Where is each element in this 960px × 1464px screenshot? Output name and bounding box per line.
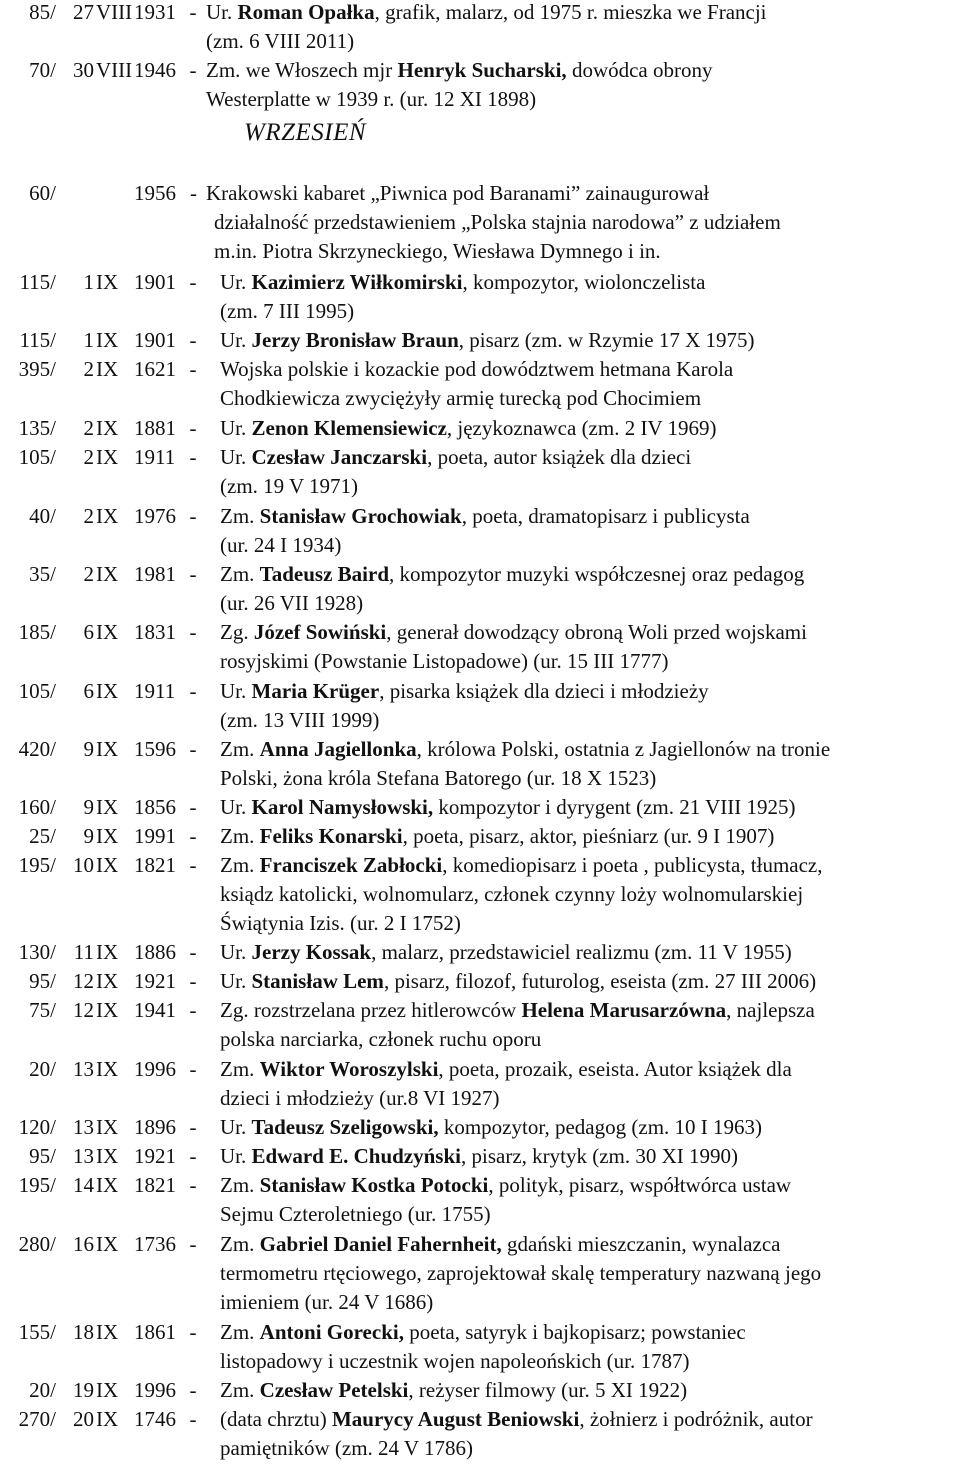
entry-text-line <box>220 562 804 586</box>
entry-text-line <box>220 270 705 294</box>
entry-text-line <box>220 766 656 790</box>
entry-month: IX <box>96 679 119 703</box>
entry-text-line <box>220 940 792 964</box>
entry-text: Zm. <box>220 1378 260 1402</box>
entry-text: , generał dowodzący obroną Woli przed wojskami <box>386 620 807 644</box>
entry-text: Ur. <box>220 1144 252 1168</box>
entry-month: IX <box>96 504 119 528</box>
entry-anniversary: 20/ <box>29 1378 56 1402</box>
entry-dash: - <box>189 998 197 1022</box>
entry-year: 1996 <box>134 1378 176 1402</box>
person-name: Edward E. Chudzyński <box>251 1144 461 1168</box>
entry-dash: - <box>189 1057 197 1081</box>
entry-anniversary: 75/ <box>29 998 56 1022</box>
entry-text-line <box>206 87 536 111</box>
entry-text: m.in. Piotra Skrzyneckiego, Wiesława Dymnego i in. <box>214 239 661 263</box>
entry-year: 1931 <box>134 0 176 24</box>
section-title: WRZESIEŃ <box>244 119 367 146</box>
entry-text-line <box>220 1349 690 1373</box>
entry-day: 27 <box>73 0 94 24</box>
person-name: Anna Jagiellonka <box>259 737 417 761</box>
entry-text: , polityk, pisarz, współtwórca ustaw <box>488 1173 792 1197</box>
entry-text: Świątynia Izis. (ur. 2 I 1752) <box>220 911 461 935</box>
entry-text: Ur. <box>220 328 252 352</box>
entry-text: listopadowy i uczestnik wojen napoleońskich (ur. 1787) <box>220 1349 690 1373</box>
entry-text-line <box>220 1057 792 1081</box>
entry-day: 2 <box>83 445 94 469</box>
entry-text: (zm. 7 III 1995) <box>220 299 355 323</box>
entry-month: VIII <box>96 58 133 82</box>
entry-text-line <box>214 210 781 234</box>
person-name: Wiktor Woroszylski <box>259 1057 439 1081</box>
entry-day: 19 <box>73 1378 94 1402</box>
person-name: Czesław Janczarski <box>251 445 428 469</box>
person-name: Henryk Sucharski, <box>397 58 567 82</box>
entry-anniversary: 395/ <box>18 357 56 381</box>
entry-year: 1991 <box>134 824 176 848</box>
entry-text: Ur. <box>206 0 238 24</box>
entry-month: IX <box>96 562 119 586</box>
entry-month: IX <box>96 969 119 993</box>
entry-day: 16 <box>73 1232 94 1256</box>
entry-year: 1946 <box>134 58 176 82</box>
entry-text-line <box>220 649 669 673</box>
entry-month: IX <box>96 270 119 294</box>
entry-year: 1856 <box>134 795 176 819</box>
person-name: Stanisław Kostka Potocki <box>259 1173 489 1197</box>
entry-text: Zg. <box>220 620 254 644</box>
entry-text-line <box>220 1320 746 1344</box>
entry-year: 1901 <box>134 270 176 294</box>
entry-month: IX <box>96 1320 119 1344</box>
entry-anniversary: 185/ <box>18 620 56 644</box>
entry-text: , królowa Polski, ostatnia z Jagiellonów na tronie <box>416 737 831 761</box>
entry-year: 1821 <box>134 853 176 877</box>
entry-text: Zm. <box>220 504 260 528</box>
entry-text-line <box>220 416 717 440</box>
entry-day: 9 <box>83 824 94 848</box>
entry-text: Zm. <box>220 853 260 877</box>
entry-text: polska narciarka, członek ruchu oporu <box>220 1027 542 1051</box>
entry-day: 12 <box>73 969 94 993</box>
entry-day: 6 <box>83 620 94 644</box>
entry-month: IX <box>96 940 119 964</box>
entry-day: 6 <box>83 679 94 703</box>
entry-month: IX <box>96 357 119 381</box>
entry-month: IX <box>96 1173 119 1197</box>
entry-text: działalność przedstawieniem „Polska stajnia narodowa” z udziałem <box>214 210 781 234</box>
entry-text: Ur. <box>220 270 252 294</box>
entry-text-line <box>220 1232 780 1256</box>
entry-text: Ur. <box>220 940 252 964</box>
entry-dash: - <box>189 1378 197 1402</box>
entry-text: (ur. 26 VII 1928) <box>220 591 364 615</box>
entry-text-line <box>220 386 701 410</box>
entry-text-line <box>220 1261 821 1285</box>
entry-dash: - <box>189 504 197 528</box>
entry-text: (zm. 13 VIII 1999) <box>220 708 380 732</box>
entry-day: 2 <box>83 357 94 381</box>
entry-text-line <box>220 1027 541 1051</box>
entry-text: gdański mieszczanin, wynalazca <box>501 1232 781 1256</box>
entry-anniversary: 155/ <box>18 1320 56 1344</box>
entry-text: Wojska polskie i kozackie pod dowództwem hetmana Karola <box>220 357 734 381</box>
entry-text: , pisarz, krytyk (zm. 30 XI 1990) <box>461 1144 739 1168</box>
entry-dash: - <box>189 270 197 294</box>
entry-text: (ur. 24 I 1934) <box>220 533 342 557</box>
entry-text: , reżyser filmowy (ur. 5 XI 1922) <box>408 1378 688 1402</box>
entry-anniversary: 95/ <box>29 1144 56 1168</box>
entry-text: rosyjskimi (Powstanie Listopadowe) (ur. 15 III 1777) <box>220 649 669 673</box>
entry-dash: - <box>189 940 197 964</box>
entry-text: termometru rtęciowego, zaprojektował skalę temperatury nazwaną jego <box>220 1261 822 1285</box>
entry-text: , kompozytor, wiolonczelista <box>462 270 706 294</box>
entry-text-line <box>220 998 815 1022</box>
entry-text: Zm. we Włoszech mjr <box>206 58 398 82</box>
entry-text-line <box>220 853 823 877</box>
entry-text: (zm. 19 V 1971) <box>220 474 359 498</box>
entry-text: Ur. <box>220 795 252 819</box>
entry-text-line <box>220 445 691 469</box>
entry-text: Ur. <box>220 679 252 703</box>
entry-dash: - <box>189 58 197 82</box>
entry-text-line <box>220 299 354 323</box>
entry-anniversary: 115/ <box>19 328 56 352</box>
entry-text: Krakowski kabaret „Piwnica pod Baranami” zainaugurował <box>206 181 710 205</box>
person-name: Franciszek Zabłocki <box>259 853 443 877</box>
entry-text: Zm. <box>220 562 260 586</box>
entry-year: 1736 <box>134 1232 176 1256</box>
entry-text: Polski, żona króla Stefana Batorego (ur. 18 X 1523) <box>220 766 657 790</box>
entry-text-line <box>220 1115 762 1139</box>
entry-day: 1 <box>83 270 94 294</box>
entry-day: 30 <box>73 58 94 82</box>
entry-dash: - <box>189 562 197 586</box>
entry-anniversary: 35/ <box>29 562 56 586</box>
entry-text-line <box>220 328 754 352</box>
entry-year: 1596 <box>134 737 176 761</box>
entry-day: 9 <box>83 737 94 761</box>
entry-dash: - <box>189 1407 197 1431</box>
entry-year: 1746 <box>134 1407 176 1431</box>
entry-day: 13 <box>73 1144 94 1168</box>
entry-text: Zm. <box>220 737 260 761</box>
entry-anniversary: 95/ <box>29 969 56 993</box>
entry-dash: - <box>189 1115 197 1139</box>
entry-text-line <box>220 1173 791 1197</box>
entry-text: , najlepsza <box>726 998 815 1022</box>
entry-dash: - <box>189 795 197 819</box>
person-name: Antoni Gorecki, <box>259 1320 404 1344</box>
entry-anniversary: 85/ <box>29 0 56 24</box>
entry-year: 1621 <box>134 357 176 381</box>
entry-year: 1881 <box>134 416 176 440</box>
entry-year: 1861 <box>134 1320 176 1344</box>
entry-day: 12 <box>73 998 94 1022</box>
entry-month: IX <box>96 1115 119 1139</box>
entry-text-line <box>220 795 796 819</box>
entry-text: Zm. <box>220 824 260 848</box>
entry-month: IX <box>96 1144 119 1168</box>
entry-day: 1 <box>83 328 94 352</box>
entry-day: 18 <box>73 1320 94 1344</box>
entry-text: Zm. <box>220 1320 260 1344</box>
person-name: Tadeusz Szeligowski, <box>251 1115 439 1139</box>
entry-month: IX <box>96 853 119 877</box>
entry-text: dzieci i młodzieży (ur.8 VI 1927) <box>220 1086 500 1110</box>
entry-text-line <box>220 1290 433 1314</box>
entry-dash: - <box>189 328 197 352</box>
entry-text-line <box>206 181 709 205</box>
entry-month: IX <box>96 620 119 644</box>
entry-anniversary: 270/ <box>18 1407 56 1431</box>
entry-text: Ur. <box>220 416 252 440</box>
entry-text: , komediopisarz i poeta , publicysta, tłumacz, <box>442 853 823 877</box>
entry-text-line <box>220 911 461 935</box>
entry-year: 1981 <box>134 562 176 586</box>
person-name: Feliks Konarski <box>259 824 403 848</box>
entry-year: 1911 <box>134 445 176 469</box>
entry-text-line <box>206 58 713 82</box>
entry-text: (zm. 6 VIII 2011) <box>206 29 355 53</box>
entry-text: poeta, satyryk i bajkopisarz; powstaniec <box>403 1320 746 1344</box>
entry-text-line <box>220 474 358 498</box>
entry-anniversary: 25/ <box>29 824 56 848</box>
entry-text: , poeta, dramatopisarz i publicysta <box>461 504 750 528</box>
entry-text-line <box>220 1086 500 1110</box>
entry-dash: - <box>189 737 197 761</box>
entry-text-line <box>220 533 341 557</box>
entry-month: IX <box>96 824 119 848</box>
entry-text-line <box>220 1378 687 1402</box>
entry-month: IX <box>96 328 119 352</box>
entry-text: , grafik, malarz, od 1975 r. mieszka we Francji <box>374 0 767 24</box>
entry-text: Chodkiewicza zwyciężyły armię turecką pod Chocimiem <box>220 386 702 410</box>
entry-anniversary: 135/ <box>18 416 56 440</box>
entry-year: 1911 <box>134 679 176 703</box>
entry-anniversary: 130/ <box>18 940 56 964</box>
entry-month: IX <box>96 416 119 440</box>
entry-day: 2 <box>83 504 94 528</box>
entry-day: 2 <box>83 562 94 586</box>
entry-year: 1996 <box>134 1057 176 1081</box>
entry-day: 20 <box>73 1407 94 1431</box>
person-name: Gabriel Daniel Fahernheit, <box>259 1232 502 1256</box>
entry-text-line <box>214 239 661 263</box>
entry-text: , poeta, prozaik, eseista. Autor książek dla <box>438 1057 792 1081</box>
person-name: Czesław Petelski <box>259 1378 409 1402</box>
entry-year: 1921 <box>134 969 176 993</box>
entry-text: Zm. <box>220 1232 260 1256</box>
entry-text: pamiętników (zm. 24 V 1786) <box>220 1436 473 1460</box>
entry-text-line <box>206 0 767 24</box>
entry-text-line <box>220 504 750 528</box>
entry-text: Zg. rozstrzelana przez hitlerowców <box>220 998 522 1022</box>
entry-year: 1831 <box>134 620 176 644</box>
entry-text-line <box>220 708 379 732</box>
person-name: Karol Namysłowski, <box>251 795 434 819</box>
entry-text: , malarz, przedstawiciel realizmu (zm. 11 V 1955) <box>371 940 792 964</box>
entry-text-line <box>220 882 803 906</box>
entry-dash: - <box>189 1320 197 1344</box>
entry-year: 1896 <box>134 1115 176 1139</box>
entry-text: , językoznawca (zm. 2 IV 1969) <box>446 416 717 440</box>
entry-year: 1976 <box>134 504 176 528</box>
entry-anniversary: 115/ <box>19 270 56 294</box>
person-name: Kazimierz Wiłkomirski <box>251 270 463 294</box>
entry-anniversary: 40/ <box>29 504 56 528</box>
entry-dash: - <box>189 0 197 24</box>
entry-text: , poeta, autor książek dla dzieci <box>427 445 692 469</box>
entry-month: IX <box>96 998 119 1022</box>
entry-text: Zm. <box>220 1057 260 1081</box>
entry-month: IX <box>96 737 119 761</box>
entry-month: IX <box>96 795 119 819</box>
entry-month: IX <box>96 1232 119 1256</box>
entry-anniversary: 420/ <box>18 737 56 761</box>
person-name: Jerzy Kossak <box>251 940 372 964</box>
entry-text: kompozytor i dyrygent (zm. 21 VIII 1925) <box>433 795 796 819</box>
entry-year: 1941 <box>134 998 176 1022</box>
entry-text: , pisarz (zm. w Rzymie 17 X 1975) <box>458 328 755 352</box>
person-name: Helena Marusarzówna <box>521 998 727 1022</box>
entry-anniversary: 105/ <box>18 679 56 703</box>
entry-year: 1921 <box>134 1144 176 1168</box>
entry-dash: - <box>190 181 197 205</box>
entry-day: 13 <box>73 1057 94 1081</box>
entry-text: ksiądz katolicki, wolnomularz, członek czynny loży wolnomularskiej <box>220 882 804 906</box>
entry-dash: - <box>189 620 197 644</box>
person-name: Józef Sowiński <box>253 620 387 644</box>
person-name: Stanisław Lem <box>251 969 384 993</box>
entry-month: IX <box>96 1407 119 1431</box>
entry-text: (data chrztu) <box>220 1407 332 1431</box>
person-name: Roman Opałka <box>237 0 375 24</box>
entry-day: 10 <box>73 853 94 877</box>
entry-day: 13 <box>73 1115 94 1139</box>
entry-text-line <box>220 357 733 381</box>
entry-text-line <box>220 969 816 993</box>
entry-dash: - <box>189 445 197 469</box>
entry-day: 11 <box>73 940 94 964</box>
entry-anniversary: 60/ <box>29 181 56 205</box>
entry-anniversary: 20/ <box>29 1057 56 1081</box>
entry-text: , pisarz, filozof, futurolog, eseista (zm. 27 III 2006) <box>383 969 817 993</box>
person-name: Tadeusz Baird <box>259 562 390 586</box>
person-name: Maria Krüger <box>251 679 380 703</box>
entry-text: , pisarka książek dla dzieci i młodzieży <box>379 679 709 703</box>
entry-year: 1821 <box>134 1173 176 1197</box>
entry-dash: - <box>189 824 197 848</box>
entry-text: dowódca obrony <box>566 58 713 82</box>
entry-anniversary: 195/ <box>18 1173 56 1197</box>
entry-anniversary: 280/ <box>18 1232 56 1256</box>
entry-text: , żołnierz i podróżnik, autor <box>579 1407 813 1431</box>
person-name: Jerzy Bronisław Braun <box>251 328 459 352</box>
entry-text-line <box>220 1407 813 1431</box>
entry-day: 9 <box>83 795 94 819</box>
entry-anniversary: 120/ <box>18 1115 56 1139</box>
entry-text-line <box>220 1202 491 1226</box>
entry-text: Sejmu Czteroletniego (ur. 1755) <box>220 1202 491 1226</box>
entry-text-line <box>220 591 363 615</box>
entry-text: , kompozytor muzyki współczesnej oraz pedagog <box>389 562 805 586</box>
entry-year: 1956 <box>134 181 176 205</box>
entry-anniversary: 105/ <box>18 445 56 469</box>
entry-dash: - <box>189 1232 197 1256</box>
entry-text: imieniem (ur. 24 V 1686) <box>220 1290 434 1314</box>
entry-month: IX <box>96 1378 119 1402</box>
entry-day: 2 <box>83 416 94 440</box>
entry-dash: - <box>189 969 197 993</box>
entry-text-line <box>220 737 830 761</box>
entry-anniversary: 70/ <box>29 58 56 82</box>
person-name: Zenon Klemensiewicz <box>251 416 447 440</box>
entry-anniversary: 160/ <box>18 795 56 819</box>
entry-text: Ur. <box>220 445 252 469</box>
entry-text-line <box>220 679 709 703</box>
entry-dash: - <box>189 416 197 440</box>
entry-text-line <box>220 824 774 848</box>
person-name: Maurycy August Beniowski <box>331 1407 580 1431</box>
entry-dash: - <box>189 853 197 877</box>
entry-year: 1886 <box>134 940 176 964</box>
entry-dash: - <box>189 1144 197 1168</box>
entry-dash: - <box>189 1173 197 1197</box>
entry-text: kompozytor, pedagog (zm. 10 I 1963) <box>438 1115 763 1139</box>
person-name: Stanisław Grochowiak <box>259 504 462 528</box>
entry-text-line <box>220 1144 738 1168</box>
entry-text-line <box>206 29 354 53</box>
entry-text-line <box>220 620 807 644</box>
entry-text-line <box>220 1436 473 1460</box>
entry-anniversary: 195/ <box>18 853 56 877</box>
entry-text: , poeta, pisarz, aktor, pieśniarz (ur. 9 I 1907) <box>402 824 775 848</box>
entry-text: Ur. <box>220 969 252 993</box>
entry-year: 1901 <box>134 328 176 352</box>
entry-text: Zm. <box>220 1173 260 1197</box>
entry-month: IX <box>96 1057 119 1081</box>
entry-dash: - <box>189 679 197 703</box>
entry-text: Westerplatte w 1939 r. (ur. 12 XI 1898) <box>206 87 537 111</box>
entry-month: VIII <box>96 0 133 24</box>
entry-text: Ur. <box>220 1115 252 1139</box>
entry-month: IX <box>96 445 119 469</box>
entry-dash: - <box>189 357 197 381</box>
entry-day: 14 <box>73 1173 94 1197</box>
